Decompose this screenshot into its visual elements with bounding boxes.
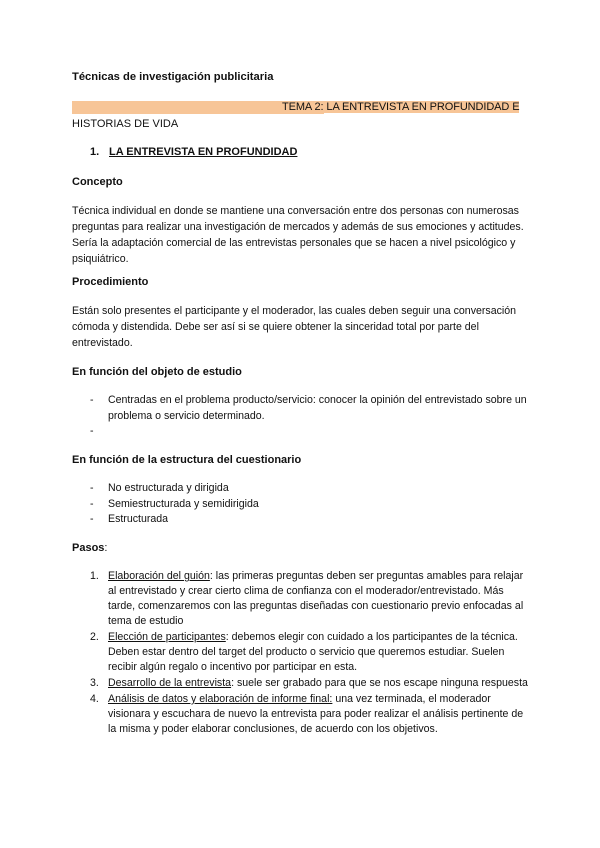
list-item	[90, 676, 530, 691]
list-item	[90, 692, 530, 737]
list-item	[90, 630, 530, 675]
estructura-list	[90, 481, 530, 528]
step-number: 3.	[90, 677, 99, 689]
procedimiento-paragraph: Están solo presentes el participante y el moderador, las cuales deben seguir una conversación cómoda y distendida. Debe ser así si se quiere obtener la sinceridad total por parte del entrevistado.	[72, 305, 517, 349]
list-item: - Centradas en el problema producto/servicio: conocer la opinión del entrevistado sobre un problema o servicio determinado.	[90, 393, 530, 424]
step-text: : las primeras preguntas deben ser preguntas amables para relajar al entrevistado y crear cierto clima de confianza con el moderador/entrevistado. Más tarde, comenzaremos con las preguntas diseñadas con cuestionario previo enfocadas al tema de estudio	[108, 570, 524, 627]
list-item	[90, 569, 530, 629]
step-text: : suele ser grabado para que se nos escape ninguna respuesta	[231, 677, 528, 689]
step-text: : debemos elegir con cuidado a los participantes de la técnica. Deben estar dentro del target del producto o servicio que queremos estudiar. Suelen recibir algún regalo o incentivo por participar en esta.	[108, 631, 518, 673]
topic-title-line1	[282, 101, 519, 113]
section-number: 1.	[90, 146, 100, 158]
concepto-paragraph: Técnica individual en donde se mantiene una conversación entre dos personas con numerosas preguntas para realizar una investigación de mercados y además de sus emociones y actitudes. Sería la adaptación comercial de las entrevistas personales que se hacen a nivel psicológico y psiquiátrico.	[72, 205, 524, 265]
topic-title-line2: HISTORIAS DE VIDA	[72, 118, 179, 130]
step-number: 2.	[90, 631, 99, 643]
document-title: Técnicas de investigación publicitaria	[72, 71, 274, 83]
list-item: - No estructurada y dirigida	[90, 481, 530, 497]
section-title: LA ENTREVISTA EN PROFUNDIDAD	[109, 146, 298, 158]
objeto-list	[90, 393, 530, 439]
pasos-heading-line	[72, 542, 107, 554]
objeto-heading: En función del objeto de estudio	[72, 366, 242, 378]
estructura-heading: En función de la estructura del cuestionario	[72, 454, 302, 466]
list-item	[90, 424, 530, 439]
step-label: Elección de participantes	[108, 631, 226, 643]
pasos-list	[90, 569, 530, 738]
list-item: - Estructurada	[90, 512, 530, 528]
pasos-heading: Pasos	[72, 542, 105, 554]
step-label: Análisis de datos y elaboración de informe final:	[108, 693, 333, 705]
procedimiento-heading: Procedimiento	[72, 276, 149, 288]
section-heading	[90, 146, 297, 158]
pasos-heading-colon: :	[104, 542, 108, 554]
step-text: una vez terminada, el moderador visionara y escuchara de nuevo la entrevista para poder realizar el análisis pertinente de la misma y poder elaborar conclusiones, de acuerdo con los objetivos.	[108, 693, 524, 735]
step-number: 4.	[90, 693, 99, 705]
step-label: Desarrollo de la entrevista	[108, 677, 232, 689]
list-item: - Semiestructurada y semidirigida	[90, 497, 530, 513]
topic-title-text: TEMA 2: LA ENTREVISTA EN PROFUNDIDAD E	[282, 101, 520, 113]
concepto-heading: Concepto	[72, 176, 123, 188]
step-label: Elaboración del guión	[108, 570, 210, 582]
step-number: 1.	[90, 570, 99, 582]
